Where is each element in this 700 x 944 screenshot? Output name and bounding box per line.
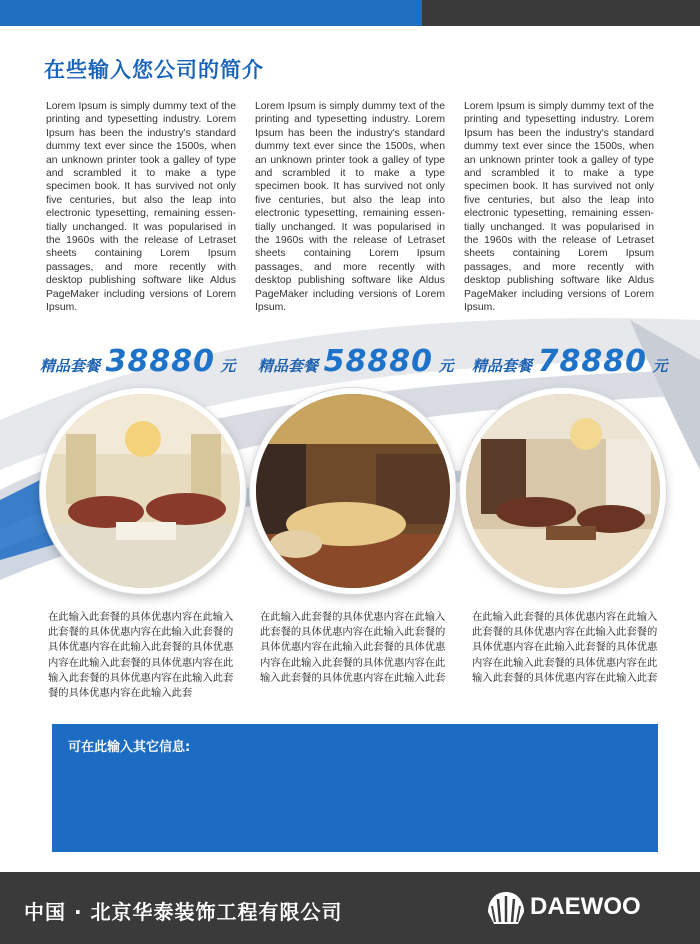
- package-amount: 78880: [537, 344, 647, 379]
- package-desc-2: 在此输入此套餐的具体优惠内容在此输入此套餐的具体优惠内容在此输入此套餐的具体优惠内容在此输入此套餐的具体优惠内容在此输入此套餐的具体优惠内容在此输入此套餐的具体优惠内容在此输入此套: [260, 611, 446, 684]
- intro-column-3: Lorem Ipsum is simply dummy text of the printing and typesetting industry. Lorem Ipsum has been the industry's standard dummy text ever since the 1500s, when an unknown printer took a galley of type and scrambled it to make a type specimen book. It has survived not only five centuries, but also the leap into electronic typesetting, remaining essen-tially unchanged. It was popularised in the 1960s with the release of Letraset sheets containing Lorem Ipsum passages, and more recently with desktop publishing software like Aldus PageMaker including versions of Lorem Ipsum.: [464, 101, 654, 314]
- top-dark-bar: [422, 0, 700, 26]
- package-price-2: [258, 344, 454, 378]
- footer: [0, 872, 700, 944]
- package-photo-2: [250, 388, 456, 594]
- intro-column-2: Lorem Ipsum is simply dummy text of the printing and typesetting industry. Lorem Ipsum has been the industry's standard dummy text ever since the 1500s, when an unknown printer took a galley of type and scrambled it to make a type specimen book. It has survived not only five centuries, but also the leap into electronic typesetting, remaining essen-tially unchanged. It was popularised in the 1960s with the release of Letraset sheets containing Lorem Ipsum passages, and more recently with desktop publishing software like Aldus PageMaker including versions of Lorem Ipsum.: [255, 101, 445, 314]
- package-unit: 元: [652, 357, 668, 375]
- package-price-3: [472, 344, 668, 378]
- package-desc-1: 在此输入此套餐的具体优惠内容在此输入此套餐的具体优惠内容在此输入此套餐的具体优惠内容在此输入此套餐的具体优惠内容在此输入此套餐的具体优惠内容在此输入此套餐的具体优惠内容在此输入此套餐的具体优惠内容在此输入此套: [48, 611, 234, 700]
- footer-company-name: 中国 · 北京华泰装饰工程有限公司: [24, 900, 343, 924]
- package-label: 精品套餐: [258, 357, 319, 375]
- intro-column-1: Lorem Ipsum is simply dummy text of the printing and typesetting industry. Lorem Ipsum has been the industry's standard dummy text ever since the 1500s, when an unknown printer took a galley of type and scrambled it to make a type specimen book. It has survived not only five centuries, but also the leap into electronic typesetting, remaining essen-tially unchanged. It was popularised in the 1960s with the release of Letraset sheets containing Lorem Ipsum passages, and more recently with desktop publishing software like Aldus PageMaker including versions of Lorem Ipsum.: [46, 101, 236, 314]
- info-box[interactable]: [52, 724, 658, 852]
- brand-logo-text: DAEWOO: [530, 893, 641, 920]
- package-label: 精品套餐: [472, 357, 533, 375]
- package-photo-1: [40, 388, 246, 594]
- page-title: 在些输入您公司的简介: [44, 58, 264, 82]
- package-unit: 元: [220, 357, 236, 375]
- package-photo-3: [460, 388, 666, 594]
- package-desc-3: 在此输入此套餐的具体优惠内容在此输入此套餐的具体优惠内容在此输入此套餐的具体优惠内容在此输入此套餐的具体优惠内容在此输入此套餐的具体优惠内容在此输入此套餐的具体优惠内容在此输入此套: [472, 611, 658, 684]
- top-accent-bar: [0, 0, 422, 26]
- package-price-1: [40, 344, 236, 378]
- package-label: 精品套餐: [40, 357, 101, 375]
- package-unit: 元: [438, 357, 454, 375]
- daewoo-shell-icon: [486, 890, 526, 926]
- package-amount: 38880: [105, 344, 215, 379]
- info-label: 可在此输入其它信息:: [68, 740, 191, 755]
- package-amount: 58880: [323, 344, 433, 379]
